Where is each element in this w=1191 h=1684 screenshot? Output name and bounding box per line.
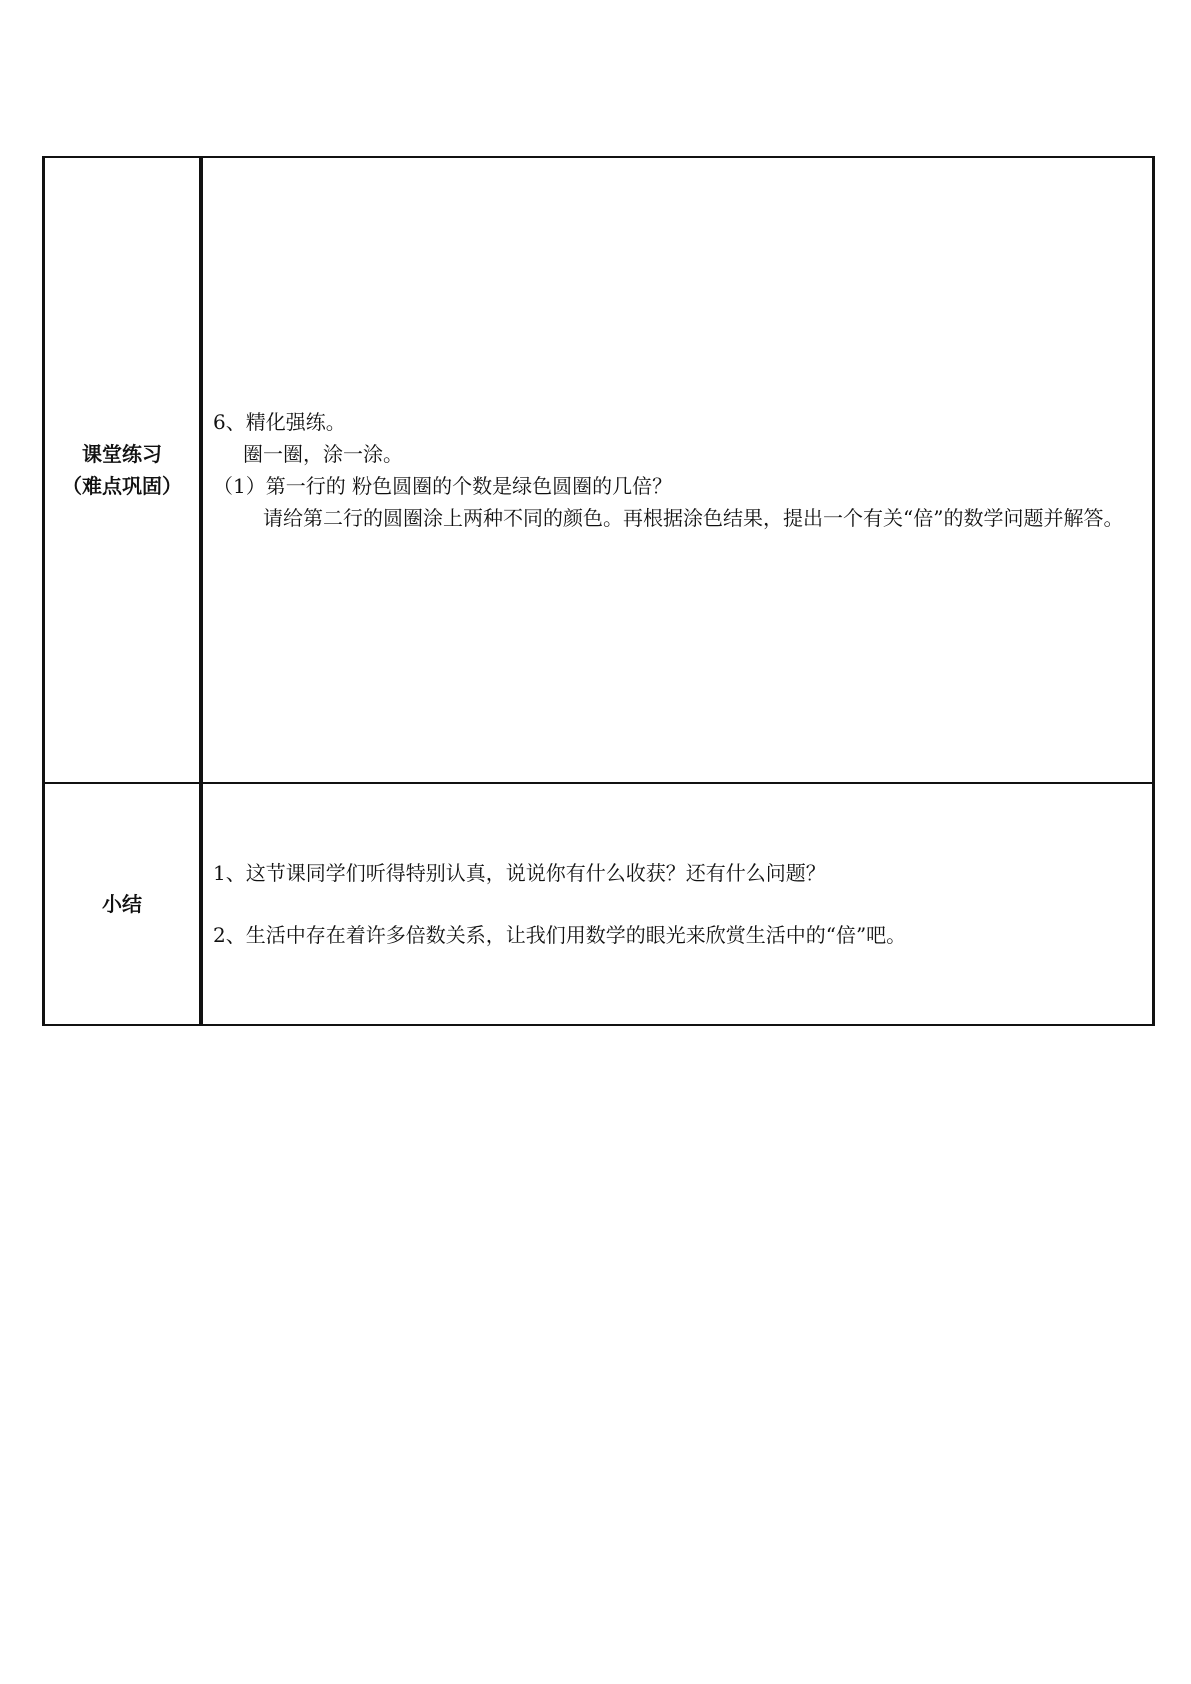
practice-row xyxy=(44,157,1154,783)
summary-spacer xyxy=(213,889,1140,919)
practice-label-cell xyxy=(44,157,202,783)
practice-task-text-content: 请给第二行的圆圈涂上两种不同的颜色。再根据涂色结果，提出一个有关“倍”的数学问题并解答。 xyxy=(263,506,1124,530)
summary-label: 小结 xyxy=(102,892,142,916)
summary-line-1: 1、这节课同学们听得特别认真，说说你有什么收获？还有什么问题？ xyxy=(213,861,826,885)
practice-question-1: （1）第一行的 粉色圆圈的个数是绿色圆圈的几倍？ xyxy=(213,474,673,498)
summary-row xyxy=(44,783,1154,1025)
practice-label-line1: 课堂练习 xyxy=(82,442,162,466)
practice-exercise-instruction: 圈一圈，涂一涂。 xyxy=(243,442,403,466)
practice-label-line2: （难点巩固） xyxy=(62,474,182,498)
practice-exercise-title: 6、精化强练。 xyxy=(213,410,346,434)
summary-line-2: 2、生活中存在着许多倍数关系，让我们用数学的眼光来欣赏生活中的“倍”吧。 xyxy=(213,923,907,947)
lesson-plan-table xyxy=(42,156,1155,1026)
summary-content-cell xyxy=(201,783,1154,1025)
practice-content-cell xyxy=(201,157,1154,783)
summary-label-cell xyxy=(44,783,202,1025)
practice-task-text xyxy=(213,502,1140,534)
